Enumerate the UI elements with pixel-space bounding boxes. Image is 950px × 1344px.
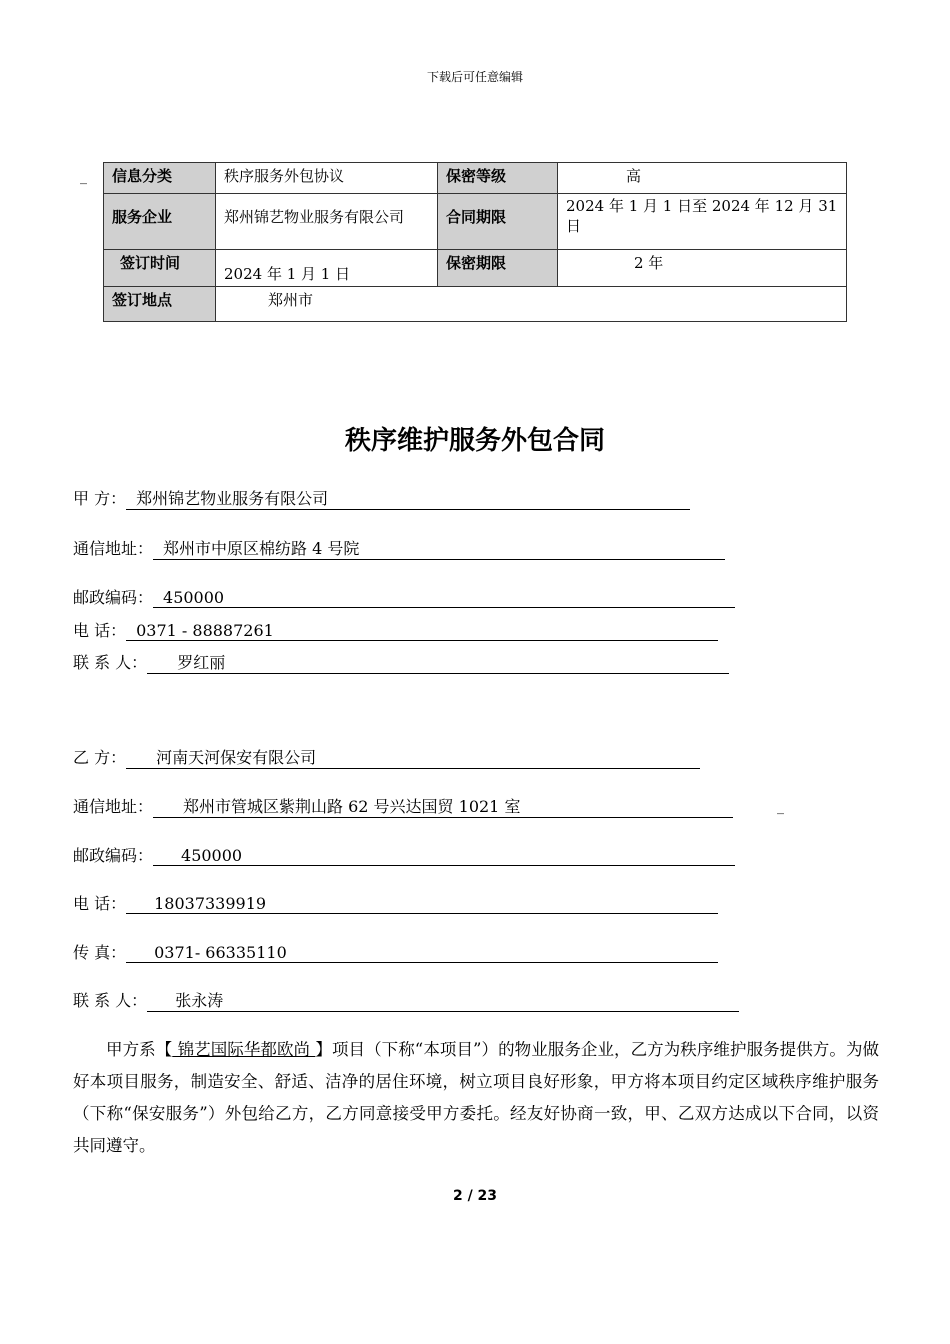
party-b-contact-label: 联 系 人：	[73, 991, 148, 1010]
margin-mark: _	[80, 169, 87, 185]
contract-preamble	[73, 1034, 879, 1162]
header-note: 下载后可任意编辑	[426, 70, 523, 84]
table-row	[104, 163, 847, 194]
party-b-address-row	[73, 794, 733, 818]
project-name: 锦艺国际华都欧尚	[172, 1040, 316, 1059]
party-b-fax: 0371- 66335110	[126, 943, 718, 963]
party-a-address-row	[73, 536, 725, 560]
label-category: 信息分类	[104, 163, 216, 194]
party-a-name-row	[73, 486, 690, 510]
party-a-contact-label: 联 系 人：	[73, 653, 148, 672]
party-a-name-label: 甲 方：	[73, 489, 127, 508]
party-a-name: 郑州锦艺物业服务有限公司	[126, 486, 690, 510]
value-service-company: 郑州锦艺物业服务有限公司	[216, 194, 438, 250]
label-sign-place: 签订地点	[104, 287, 216, 322]
party-a-address-label: 通信地址：	[73, 539, 154, 558]
party-a-zip-label: 邮政编码：	[73, 588, 154, 607]
value-category: 秩序服务外包协议	[216, 163, 438, 194]
info-table	[103, 162, 847, 322]
party-b-name: 河南天河保安有限公司	[126, 745, 700, 769]
party-b-address: 郑州市管城区紫荆山路 62 号兴达国贸 1021 室	[153, 794, 733, 818]
party-b-phone-label: 电 话：	[73, 894, 127, 913]
party-b-name-row	[73, 745, 700, 769]
party-a-contact-row	[73, 650, 729, 674]
label-security-level: 保密等级	[438, 163, 558, 194]
party-a-zip: 450000	[153, 588, 735, 608]
label-contract-period: 合同期限	[438, 194, 558, 250]
party-b-zip: 450000	[153, 846, 735, 866]
preamble-start: 甲方系【	[106, 1040, 173, 1059]
party-a-contact: 罗红丽	[147, 650, 729, 674]
table-row	[104, 250, 847, 287]
table-row	[104, 194, 847, 250]
party-a-zip-row	[73, 585, 735, 608]
value-security-level: 高	[558, 163, 847, 194]
label-confidential-period: 保密期限	[438, 250, 558, 287]
party-a-phone: 0371 - 88887261	[126, 621, 718, 641]
value-confidential-period: 2 年	[558, 250, 847, 287]
contract-title: 秩序维护服务外包合同	[344, 426, 605, 456]
table-row	[104, 287, 847, 322]
party-b-zip-label: 邮政编码：	[73, 846, 154, 865]
party-b-fax-label: 传 真：	[73, 943, 127, 962]
value-sign-place: 郑州市	[216, 287, 847, 322]
party-a-address: 郑州市中原区棉纺路 4 号院	[153, 536, 725, 560]
margin-mark: _	[777, 799, 784, 815]
party-b-address-label: 通信地址：	[73, 797, 154, 816]
party-b-phone: 18037339919	[126, 894, 718, 914]
party-b-contact: 张永涛	[147, 988, 739, 1012]
label-service-company: 服务企业	[104, 194, 216, 250]
party-b-contact-row	[73, 988, 739, 1012]
party-b-phone-row	[73, 891, 718, 914]
party-a-phone-row	[73, 618, 718, 641]
party-b-zip-row	[73, 843, 735, 866]
page-number: 2 / 23	[452, 1188, 498, 1204]
party-b-name-label: 乙 方：	[73, 748, 127, 767]
value-sign-date: 2024 年 1 月 1 日	[216, 250, 438, 287]
value-contract-period: 2024 年 1 月 1 日至 2024 年 12 月 31 日	[558, 194, 847, 250]
party-a-phone-label: 电 话：	[73, 621, 127, 640]
preamble-rest: 】项目（下称“本项目”）的物业服务企业，乙方为秩序维护服务提供方。为做好本项目服务，制造安全、舒适、洁净的居住环境，树立项目良好形象，甲方将本项目约定区域秩序维护服务（下称“保安服务”）外包给乙方，乙方同意接受甲方委托。经友好协商一致，甲、乙双方达成以下合同，以资共同遵守。	[73, 1040, 880, 1155]
party-b-fax-row	[73, 940, 718, 963]
label-sign-date: 签订时间	[104, 250, 216, 287]
